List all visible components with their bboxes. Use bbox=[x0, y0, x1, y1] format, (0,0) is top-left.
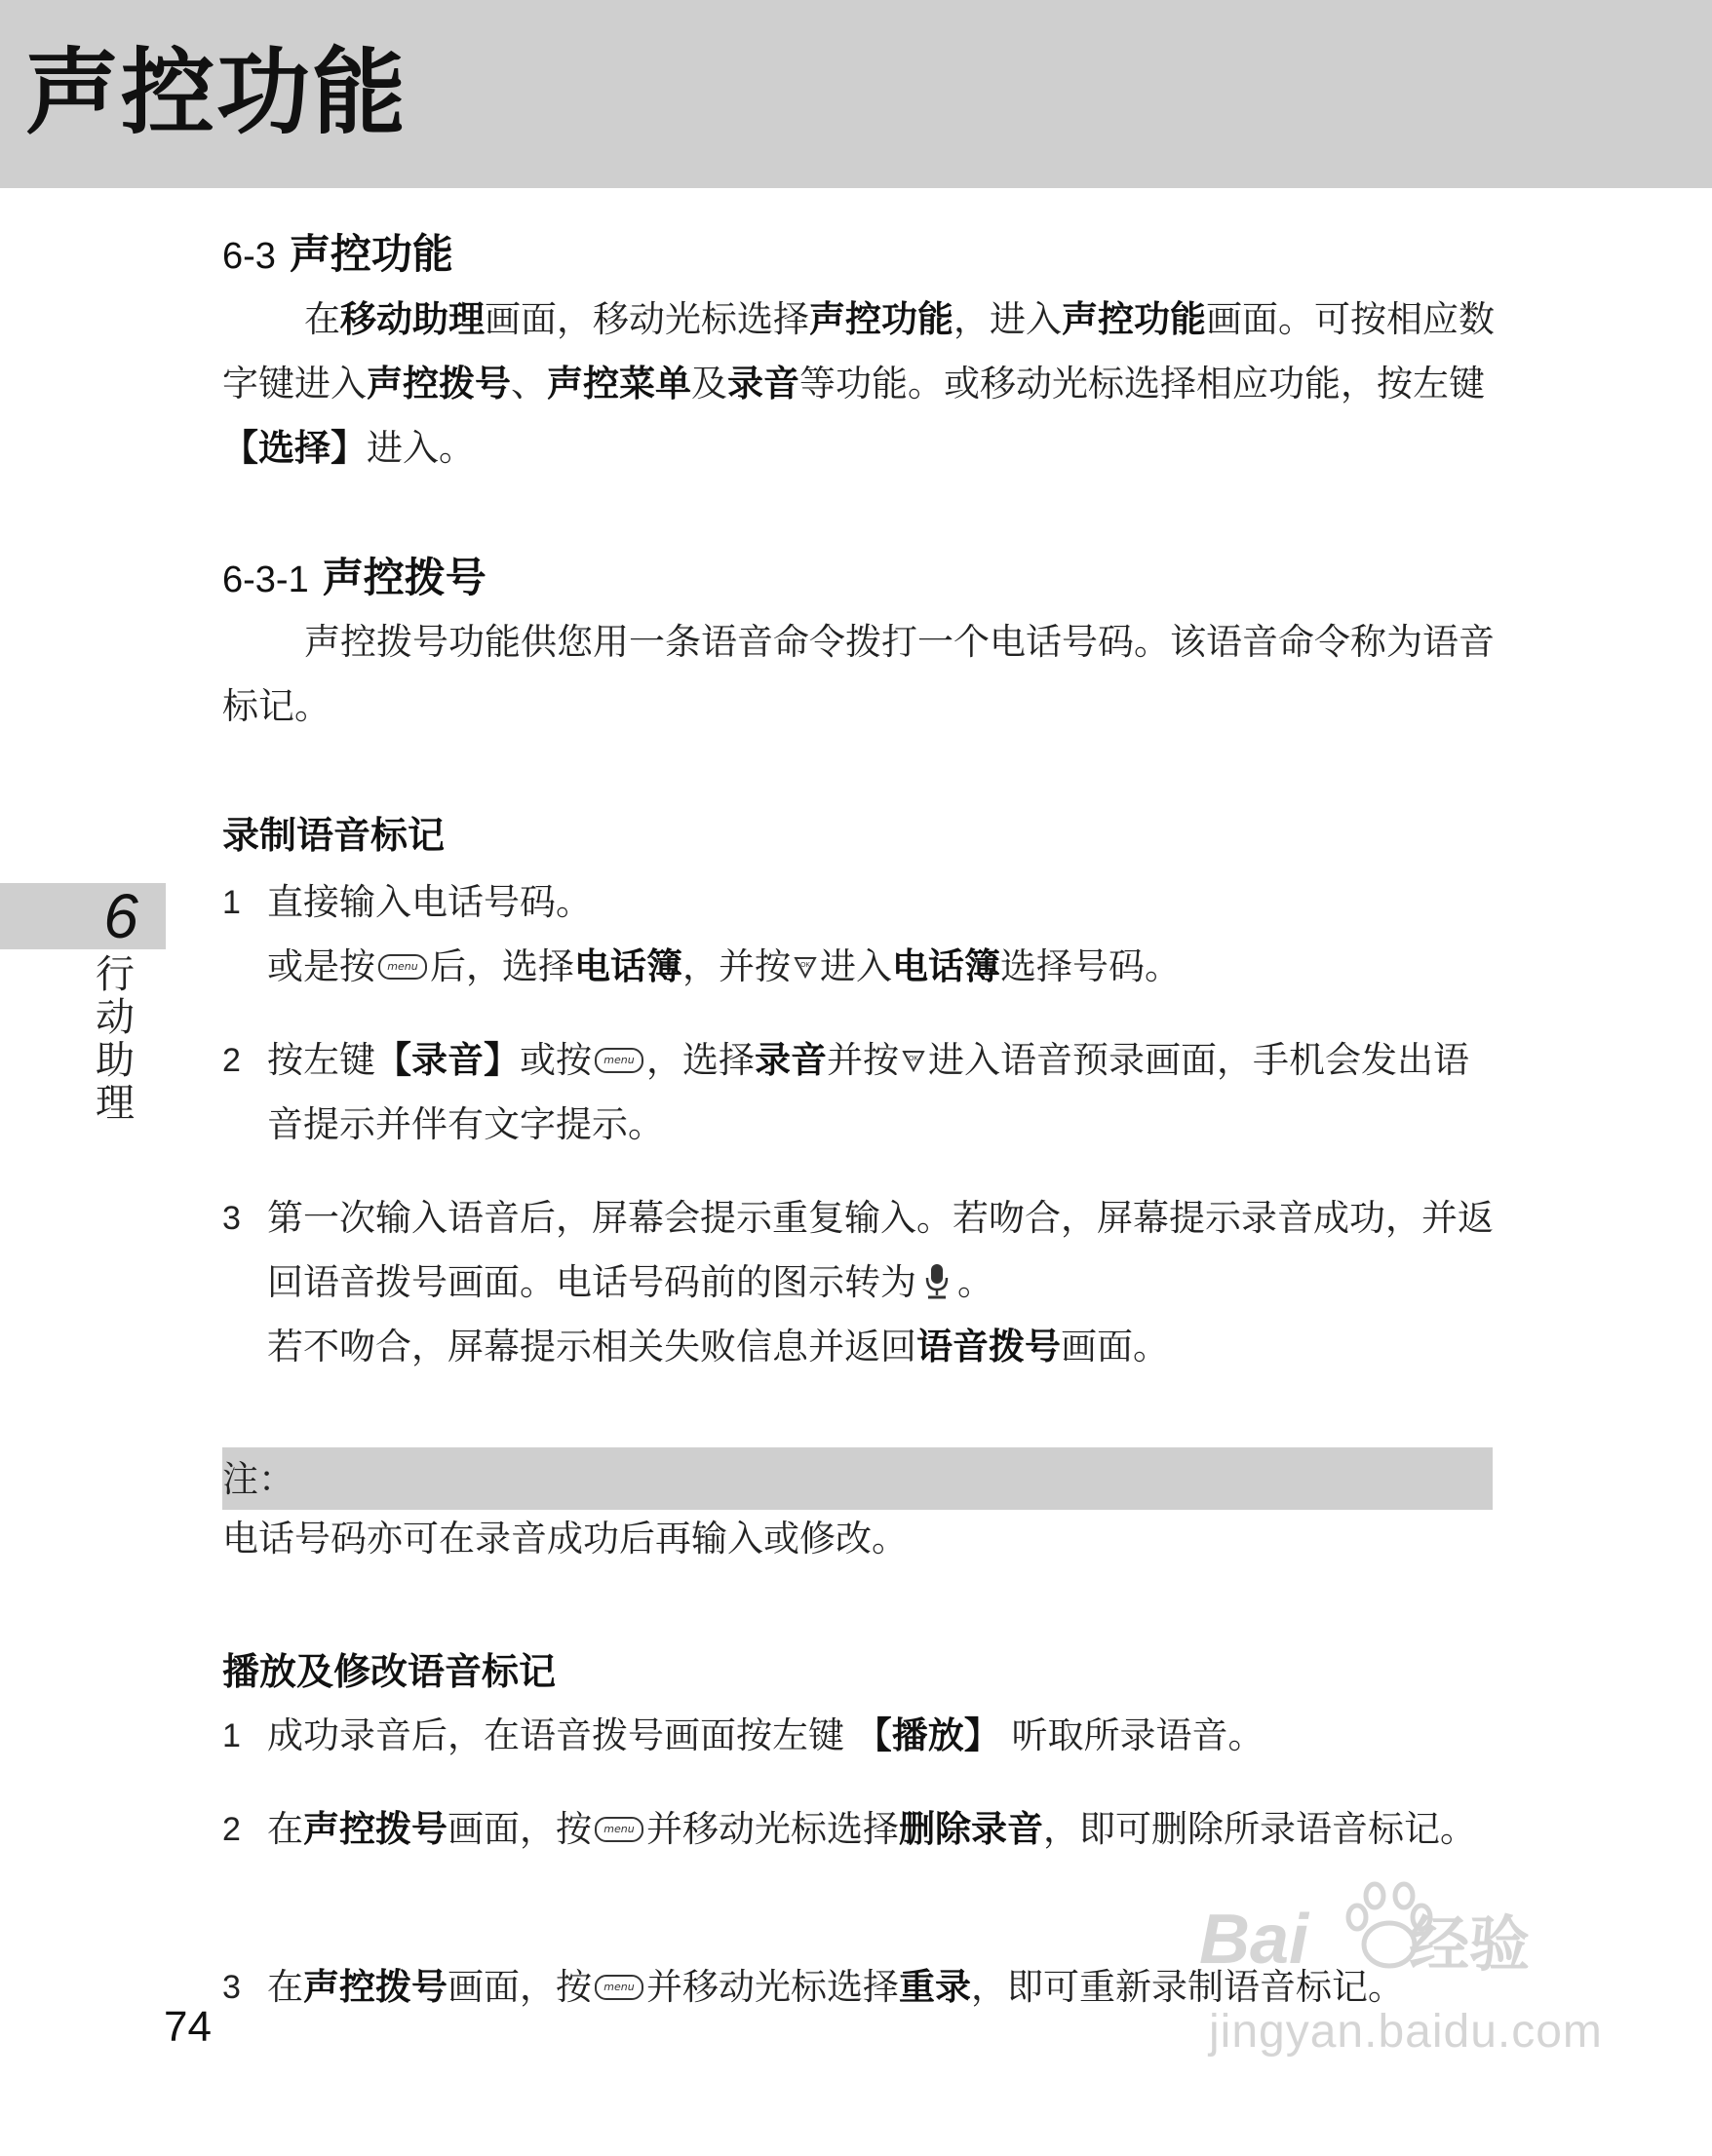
svg-text:OK: OK bbox=[799, 961, 811, 969]
chapter-tab-char: 理 bbox=[96, 1081, 135, 1126]
subsection-heading bbox=[222, 551, 486, 607]
list-item-number: 2 bbox=[222, 1811, 241, 1848]
menu-key-icon: menu bbox=[595, 1817, 643, 1842]
menu-key-icon: menu bbox=[378, 954, 427, 980]
chapter-tab-char: 动 bbox=[96, 995, 135, 1040]
ok-key-icon bbox=[793, 952, 818, 980]
ok-key-icon bbox=[901, 1046, 926, 1073]
list-item bbox=[222, 1186, 1495, 1379]
subsection-number: 6-3-1 bbox=[222, 559, 309, 600]
section-heading bbox=[222, 227, 453, 284]
list-item bbox=[222, 1704, 1495, 1768]
list-item-number: 1 bbox=[222, 1717, 241, 1754]
chapter-tab-char: 行 bbox=[96, 952, 135, 997]
list-item-text: 按左键【录音】或按 menu ，选择录音并按 OK 进入语音预录画面，手机会发出语音提示并伴有文字提示。 bbox=[267, 1039, 1469, 1145]
menu-key-icon: menu bbox=[595, 1975, 643, 2000]
list-item-text: 在声控拨号画面，按 menu 并移动光标选择删除录音，即可删除所录语音标记。 bbox=[267, 1808, 1476, 1850]
subsection-title: 声控拨号 bbox=[322, 554, 486, 601]
chapter-tab-label bbox=[94, 953, 136, 1125]
section-number: 6-3 bbox=[222, 236, 276, 277]
list-item-number: 3 bbox=[222, 1969, 241, 2006]
chapter-header bbox=[0, 0, 1712, 188]
menu-key-icon: menu bbox=[595, 1048, 643, 1073]
note-banner bbox=[222, 1447, 1493, 1510]
list-item bbox=[222, 870, 1495, 999]
record-heading: 录制语音标记 bbox=[222, 814, 446, 857]
list-item-number: 3 bbox=[222, 1200, 241, 1237]
list-item bbox=[222, 1028, 1495, 1157]
page-number: 74 bbox=[164, 2003, 212, 2051]
svg-text:OK: OK bbox=[908, 1055, 919, 1062]
watermark-brand: 经验 bbox=[1409, 1908, 1531, 1980]
baidu-jingyan-watermark bbox=[1199, 1896, 1609, 2081]
chapter-tab-number: 6 bbox=[103, 881, 138, 951]
list-item-text: 在声控拨号画面，按 menu 并移动光标选择重录，即可重新录制语音标记。 bbox=[267, 1966, 1404, 2008]
list-item-text: 第一次输入语音后，屏幕会提示重复输入。若吻合，屏幕提示录音成功，并返回语音拨号画面。电话号码前的图示转为 。 若不吻合，屏幕提示相关失败信息并返回语音拨号画面。 bbox=[267, 1197, 1494, 1367]
list-item-number: 1 bbox=[222, 884, 241, 921]
chapter-tab-char: 助 bbox=[96, 1038, 135, 1083]
list-item-text: 成功录音后，在语音拨号画面按左键 【播放】 听取所录语音。 bbox=[267, 1714, 1265, 1756]
voice-tag-icon bbox=[920, 1261, 953, 1300]
playback-heading: 播放及修改语音标记 bbox=[222, 1650, 557, 1693]
watermark-logo: Bai bbox=[1199, 1901, 1309, 1979]
list-item bbox=[222, 1797, 1495, 1862]
watermark-url: jingyan.baidu.com bbox=[1209, 2006, 1603, 2058]
section-title: 声控功能 bbox=[289, 230, 453, 278]
section-intro: 在移动助理画面，移动光标选择声控功能，进入声控功能画面。可按相应数字键进入声控拨号、声控菜单及录音等功能。或移动光标选择相应功能，按左键【选择】进入。 bbox=[222, 298, 1495, 469]
list-item-number: 2 bbox=[222, 1042, 241, 1079]
list-item-text: 直接输入电话号码。 或是按 menu 后，选择电话簿，并按 OK 进入电话簿选择号码。 bbox=[267, 881, 1181, 987]
chapter-title: 声控功能 bbox=[25, 38, 408, 147]
note-text: 电话号码亦可在录音成功后再输入或修改。 bbox=[222, 1518, 908, 1559]
note-label: 注： bbox=[222, 1458, 294, 1500]
subsection-description: 声控拨号功能供您用一条语音命令拨打一个电话号码。该语音命令称为语音标记。 bbox=[222, 621, 1495, 727]
